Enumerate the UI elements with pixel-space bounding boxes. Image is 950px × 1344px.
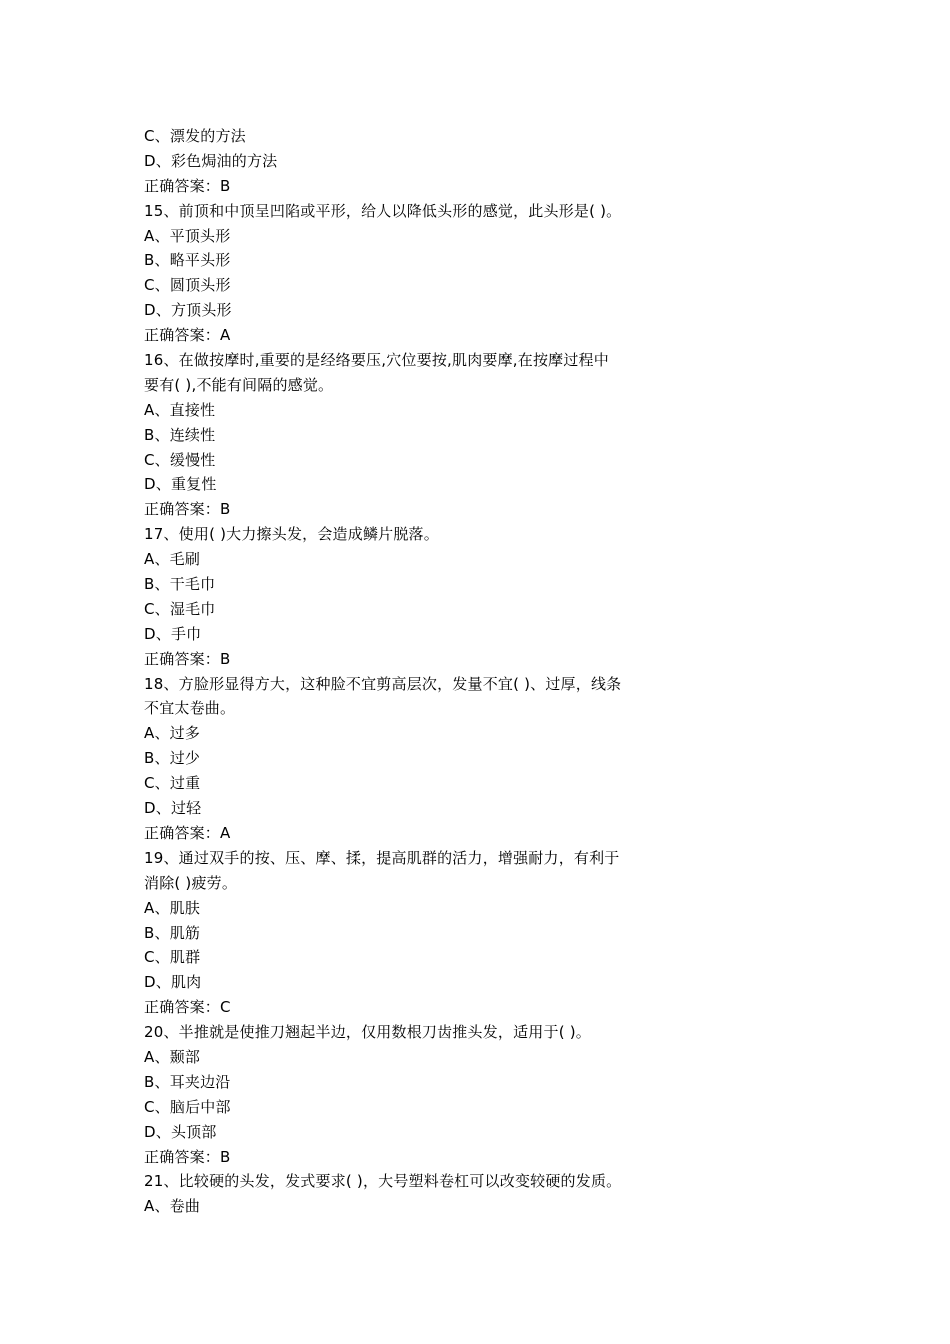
option-c-q17: C、湿毛巾 [144,599,216,618]
answer-q20: 正确答案：B [144,1147,231,1166]
question-17: 17、使用( )大力擦头发，会造成鳞片脱落。 [144,525,439,544]
option-a-q17: A、毛刷 [144,550,201,569]
option-d-q17: D、手巾 [144,624,202,643]
option-c-q16: C、缓慢性 [144,450,216,469]
option-a-q18: A、过多 [144,724,201,743]
option-c-q14: C、漂发的方法 [144,127,246,145]
question-18-line1: 18、方脸形显得方大，这种脸不宜剪高层次，发量不宜( )、过厚，线条 [144,674,622,693]
option-d-q14: D、彩色焗油的方法 [144,151,278,170]
option-b-q20: B、耳夹边沿 [144,1072,231,1091]
document-body [144,124,704,1219]
question-19-line1: 19、通过双手的按、压、摩、揉，提高肌群的活力，增强耐力，有利于 [144,848,620,867]
question-16-line1: 16、在做按摩时,重要的是经络要压,穴位要按,肌肉要摩,在按摩过程中 [144,351,609,370]
option-d-q16: D、重复性 [144,475,217,494]
option-b-q15: B、略平头形 [144,251,231,270]
option-c-q19: C、肌群 [144,948,201,967]
answer-q14: 正确答案：B [144,176,231,195]
answer-q18: 正确答案：A [144,823,231,842]
option-a-q20: A、颞部 [144,1047,201,1066]
question-19-line2: 消除( )疲劳。 [144,873,238,892]
option-b-q18: B、过少 [144,749,201,768]
answer-q16: 正确答案：B [144,500,231,519]
answer-q15: 正确答案：A [144,326,231,345]
option-c-q15: C、圆顶头形 [144,276,231,295]
option-a-q15: A、平顶头形 [144,226,231,245]
option-a-q16: A、直接性 [144,400,216,419]
option-d-q18: D、过轻 [144,799,202,818]
answer-q19: 正确答案：C [144,998,231,1017]
question-16-line2: 要有( ),不能有间隔的感觉。 [144,375,334,394]
option-a-q19: A、肌肤 [144,898,201,917]
option-c-q18: C、过重 [144,774,201,793]
option-d-q19: D、肌肉 [144,973,202,992]
question-21: 21、比较硬的头发，发式要求( )，大号塑料卷杠可以改变较硬的发质。 [144,1172,622,1191]
option-b-q17: B、干毛巾 [144,575,216,594]
option-a-q21: A、卷曲 [144,1197,201,1216]
question-18-line2: 不宜太卷曲。 [144,699,236,718]
answer-q17: 正确答案：B [144,649,231,668]
option-b-q16: B、连续性 [144,425,216,444]
option-d-q20: D、头顶部 [144,1122,217,1141]
option-b-q19: B、肌筋 [144,923,201,942]
option-d-q15: D、方顶头形 [144,301,232,320]
question-15: 15、前顶和中顶呈凹陷或平形，给人以降低头形的感觉，此头形是( )。 [144,201,622,220]
option-c-q20: C、脑后中部 [144,1097,231,1116]
question-20: 20、半推就是使推刀翘起半边，仅用数根刀齿推头发，适用于( )。 [144,1023,591,1042]
